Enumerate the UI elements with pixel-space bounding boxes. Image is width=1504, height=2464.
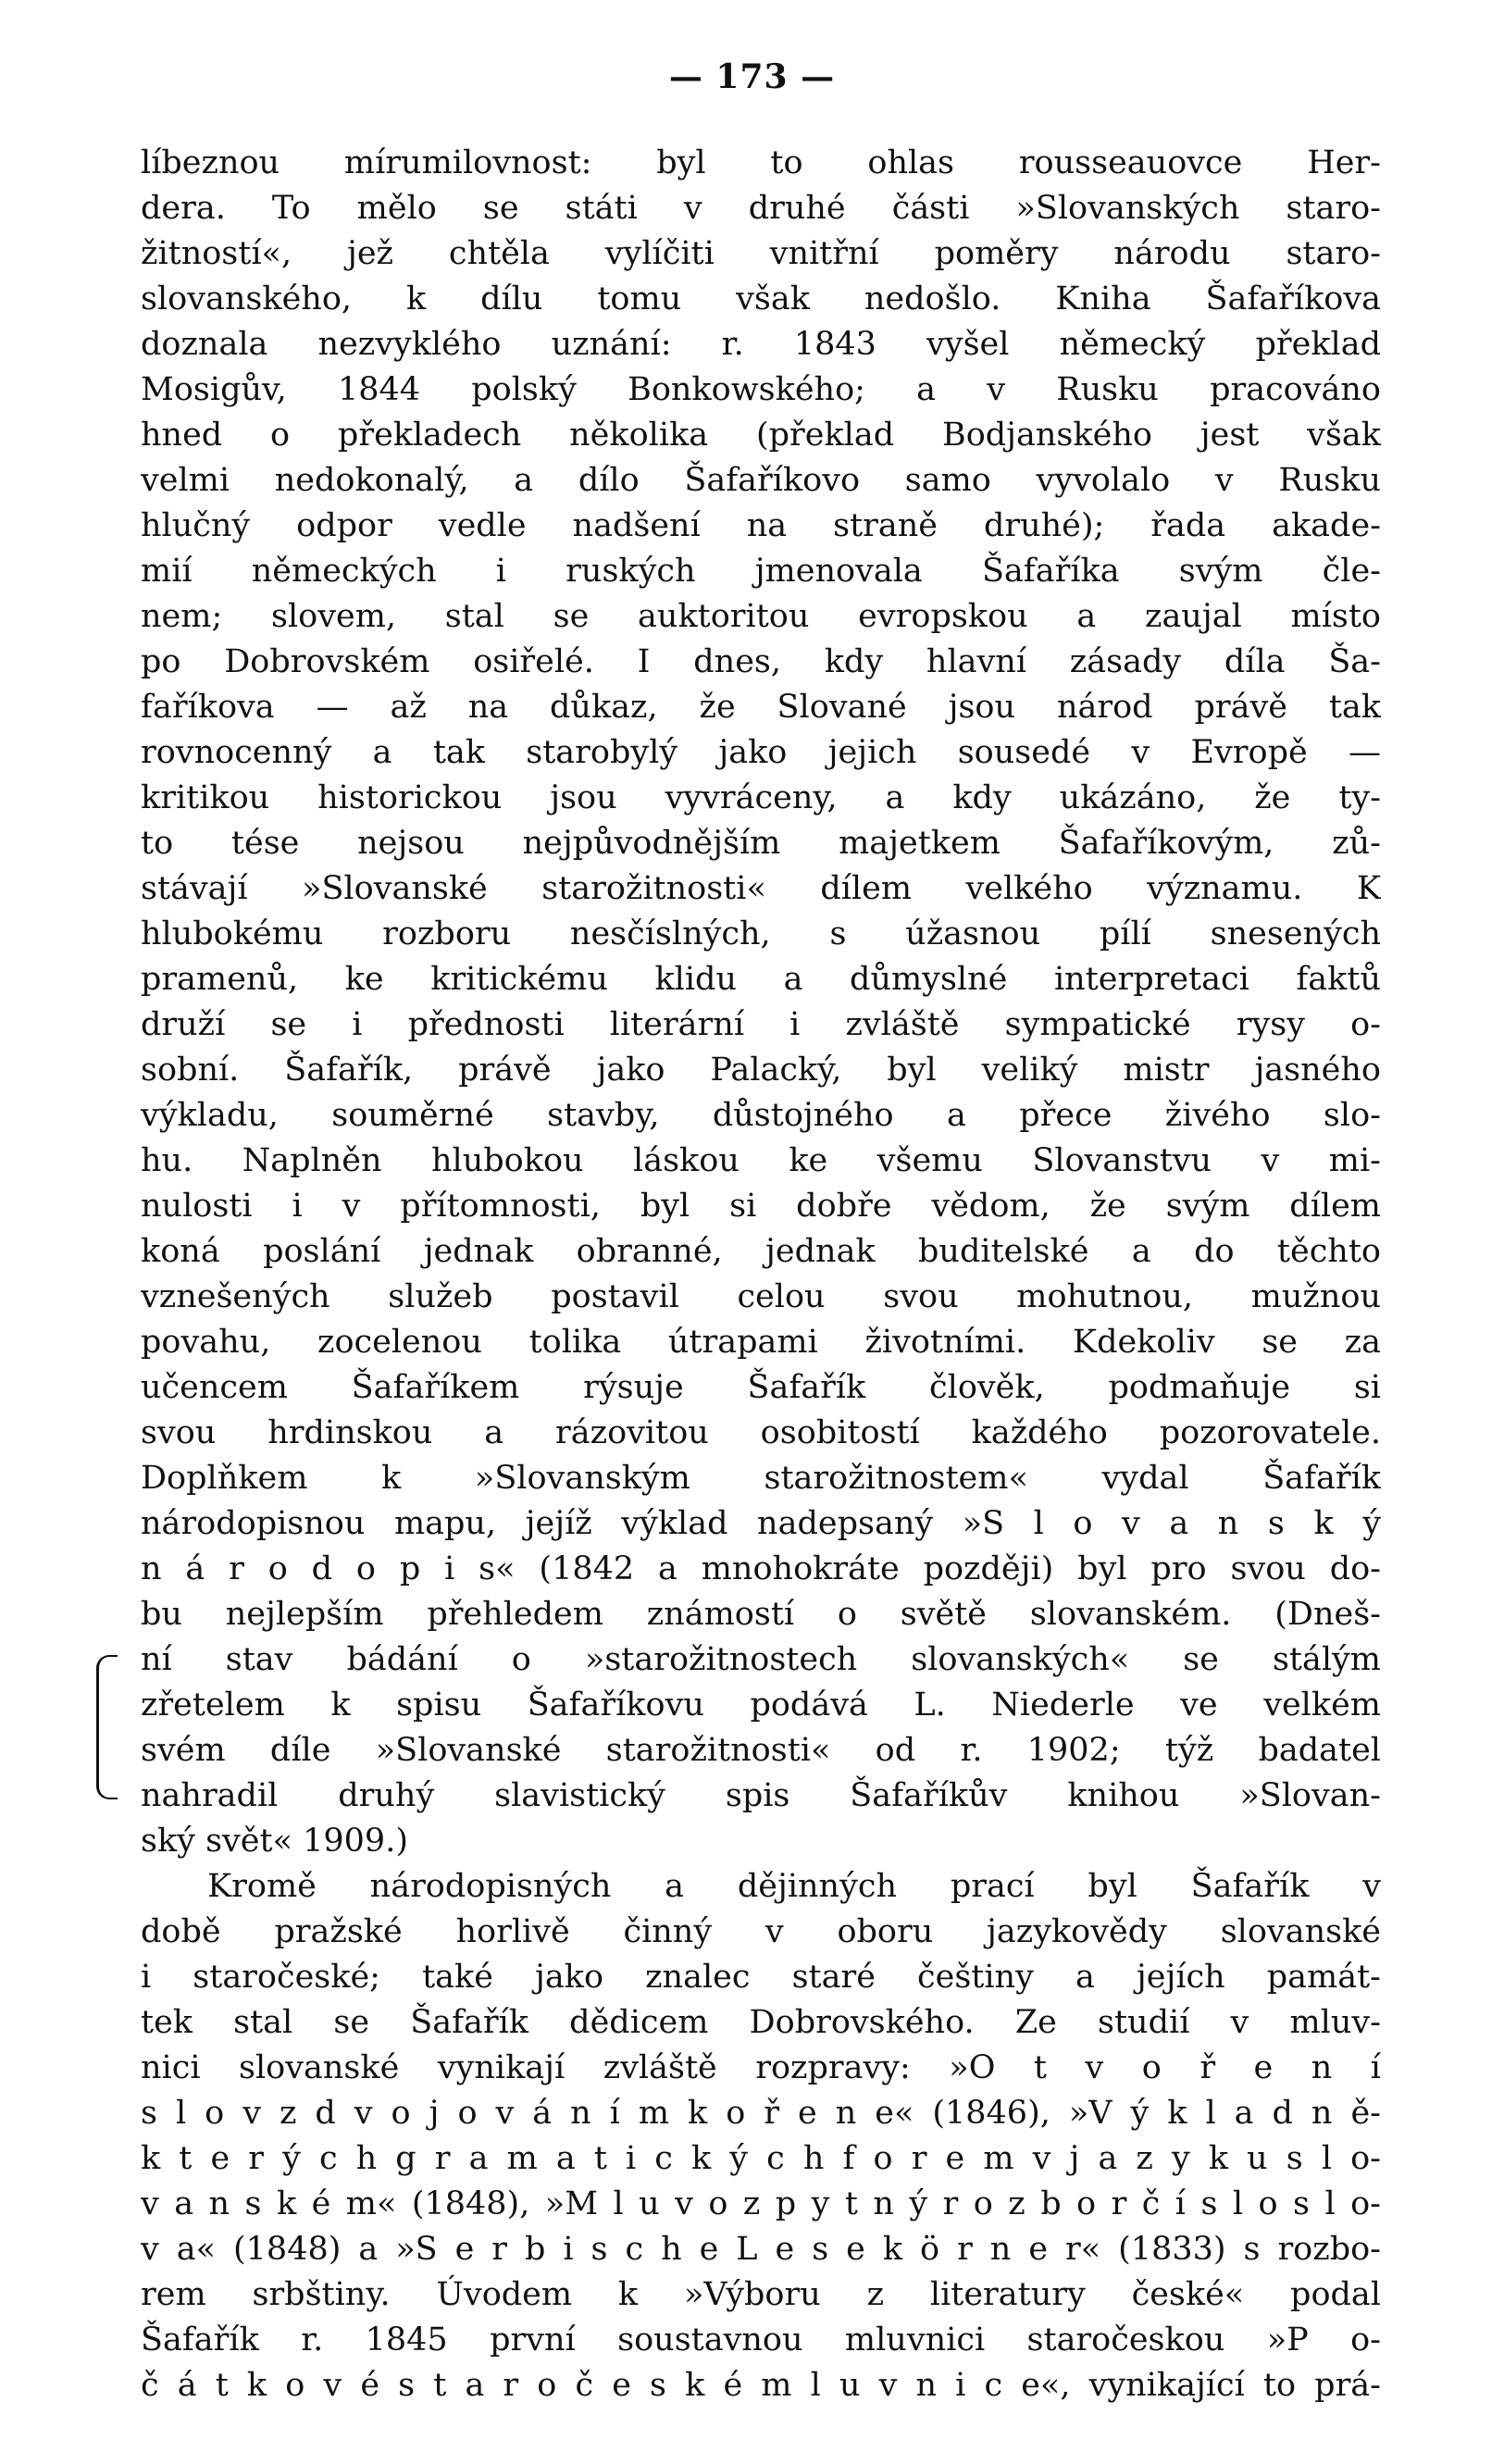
text-line: nahradil druhý slavistický spis Šafaříkův knihou »Slovan-: [141, 1777, 1381, 1814]
text-line: ní stav bádání o »starožitnostech slovanských« se stálým: [141, 1641, 1381, 1678]
text-line: Šafařík r. 1845 první soustavnou mluvnici staročeskou »P o-: [141, 2321, 1381, 2358]
text-line: faříkova — až na důkaz, že Slované jsou národ právě tak: [141, 689, 1381, 726]
text-line: Mosigův, 1844 polský Bonkowského; a v Rusku pracováno: [141, 371, 1381, 408]
text-line: rem srbštiny. Úvodem k »Výboru z literatury české« podal: [141, 2276, 1381, 2313]
text-line: mií německých i ruských jmenovala Šafaříka svým čle-: [141, 553, 1381, 590]
text-line: nici slovanské vynikají zvláště rozpravy: »O t v o ř e n í: [141, 2049, 1381, 2086]
text-line: povahu, zocelenou tolika útrapami životními. Kdekoliv se za: [141, 1324, 1381, 1361]
text-line: doznala nezvyklého uznání: r. 1843 vyšel německý překlad: [141, 326, 1381, 363]
text-line: rovnocenný a tak starobylý jako jejich sousedé v Evropě —: [141, 734, 1381, 771]
text-line: dera. To mělo se státi v druhé části »Slovanských staro-: [141, 190, 1381, 227]
text-line: učencem Šafaříkem rýsuje Šafařík člověk, podmaňuje si: [141, 1369, 1381, 1406]
text-line: slovanského, k dílu tomu však nedošlo. Kniha Šafaříkova: [141, 280, 1381, 317]
text-line: s l o v z d v o j o v á n í m k o ř e n e« (1846), »V ý k l a d n ě-: [141, 2095, 1381, 2132]
text-line: kritikou historickou jsou vyvráceny, a kdy ukázáno, že ty-: [141, 779, 1381, 816]
page-number: — 173 —: [668, 57, 836, 96]
text-line: nulosti i v přítomnosti, byl si dobře vědom, že svým dílem: [141, 1188, 1381, 1225]
text-line: vznešených služeb postavil celou svou mohutnou, mužnou: [141, 1278, 1381, 1315]
body-text: [141, 141, 1381, 2408]
margin-bracket-mark: [96, 1655, 118, 1799]
text-line: hned o překladech několika (překlad Bodjanského jest však: [141, 417, 1381, 454]
text-line: výkladu, souměrné stavby, důstojného a přece živého slo-: [141, 1097, 1381, 1134]
text-line: národopisnou mapu, jejíž výklad nadepsaný »S l o v a n s k ý: [141, 1505, 1381, 1542]
text-line: to tése nejsou nejpůvodnějším majetkem Šafaříkovým, zů-: [141, 825, 1381, 862]
text-line: bu nejlepším přehledem známostí o světě slovanském. (Dneš-: [141, 1596, 1381, 1633]
text-line: č á t k o v é s t a r o č e s k é m l u v n i c e«, vynikající to prá-: [141, 2367, 1381, 2404]
text-line: tek stal se Šafařík dědicem Dobrovského. Ze studií v mluv-: [141, 2004, 1381, 2041]
text-line: Kromě národopisných a dějinných prací byl Šafařík v: [207, 1868, 1381, 1905]
text-line: ský svět« 1909.): [141, 1823, 408, 1860]
text-line: i staročeské; také jako znalec staré češtiny a jejích památ-: [141, 1959, 1381, 1996]
text-line: pramenů, ke kritickému klidu a důmyslné interpretaci faktů: [141, 961, 1381, 998]
text-line: zřetelem k spisu Šafaříkovu podává L. Niederle ve velkém: [141, 1686, 1381, 1724]
text-line: hlubokému rozboru nesčíslných, s úžasnou pílí snesených: [141, 915, 1381, 952]
text-line: svém díle »Slovanské starožitnosti« od r. 1902; týž badatel: [141, 1732, 1381, 1769]
text-line: době pražské horlivě činný v oboru jazykovědy slovanské: [141, 1913, 1381, 1950]
text-line: žitností«, jež chtěla vylíčiti vnitřní poměry národu staro-: [141, 235, 1381, 272]
text-line: koná poslání jednak obranné, jednak buditelské a do těchto: [141, 1233, 1381, 1270]
text-line: velmi nedokonalý, a dílo Šafaříkovo samo vyvolalo v Rusku: [141, 462, 1381, 499]
text-line: druží se i přednosti literární i zvláště sympatické rysy o-: [141, 1006, 1381, 1043]
text-line: k t e r ý c h g r a m a t i c k ý c h f o r e m v j a z y k u s l o-: [141, 2140, 1381, 2177]
text-line: svou hrdinskou a rázovitou osobitostí každého pozorovatele.: [141, 1414, 1381, 1451]
text-line: hu. Naplněn hlubokou láskou ke všemu Slovanstvu v mi-: [141, 1142, 1381, 1179]
text-line: Doplňkem k »Slovanským starožitnostem« vydal Šafařík: [141, 1460, 1381, 1497]
text-line: po Dobrovském osiřelé. I dnes, kdy hlavní zásady díla Ša-: [141, 643, 1381, 680]
text-line: hlučný odpor vedle nadšení na straně druhé); řada akade-: [141, 507, 1381, 544]
text-line: v a n s k é m« (1848), »M l u v o z p y t n ý r o z b o r č í s l o s l o-: [141, 2185, 1381, 2222]
text-line: v a« (1848) a »S e r b i s c h e L e s e k ö r n e r« (1833) s rozbo-: [141, 2231, 1381, 2268]
text-line: n á r o d o p i s« (1842 a mnohokráte později) byl pro svou do-: [141, 1550, 1381, 1587]
text-line: stávají »Slovanské starožitnosti« dílem velkého významu. K: [141, 870, 1381, 907]
text-line: nem; slovem, stal se auktoritou evropskou a zaujal místo: [141, 598, 1381, 635]
text-line: líbeznou mírumilovnost: byl to ohlas rousseauovce Her-: [141, 144, 1381, 181]
text-line: sobní. Šafařík, právě jako Palacký, byl veliký mistr jasného: [141, 1052, 1381, 1089]
